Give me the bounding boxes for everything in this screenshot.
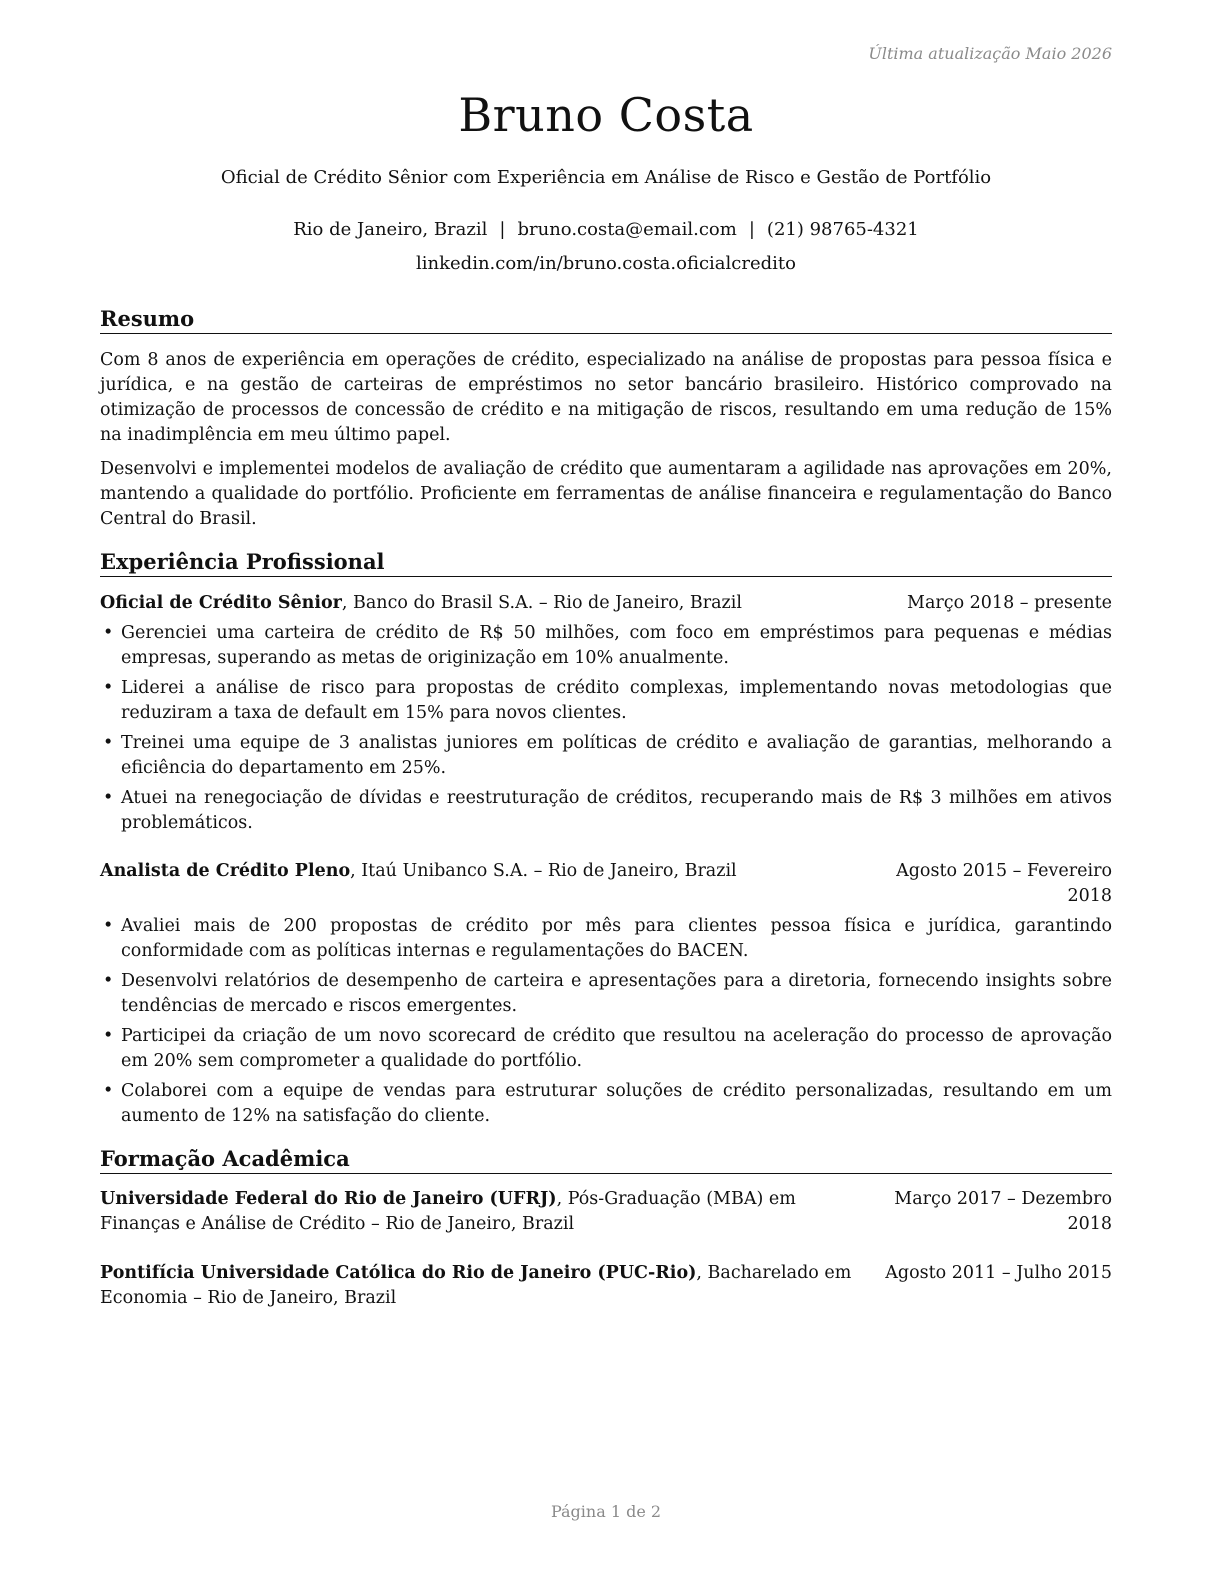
list-item	[100, 676, 1112, 726]
separator: |	[748, 219, 755, 240]
list-item	[100, 1079, 1112, 1129]
education-title-line	[100, 1261, 880, 1311]
resume-page	[100, 0, 1112, 1584]
summary-paragraph: Desenvolvi e implementei modelos de avaliação de crédito que aumentaram a agilidade nas aprovações em 20%, mantendo a qualidade do portfólio. Proficiente em ferramentas de análise financeira e regulamentação do Banco Central do Brasil.	[100, 459, 1112, 529]
bullet-text: Colaborei com a equipe de vendas para estruturar soluções de crédito personalizadas, resultando em um aumento de 12% na satisfação do cliente.	[121, 1081, 1112, 1126]
summary-paragraph: Com 8 anos de experiência em operações de crédito, especializado na análise de propostas para pessoa física e jurídica, e na gestão de carteiras de empréstimos no setor bancário brasileiro. Histórico comprovado na otimização de processos de concessão de crédito e na mitigação de riscos, resultando em uma redução de 15% na inadimplência em meu último papel.	[100, 350, 1112, 445]
bullet-icon: •	[103, 733, 114, 753]
phone: (21) 98765-4321	[766, 219, 919, 240]
bullet-text: Treinei uma equipe de 3 analistas juniores em políticas de crédito e avaliação de garantias, melhorando a eficiência do departamento em 25%.	[121, 733, 1112, 778]
education-dates: Março 2017 – Dezembro 2018	[894, 1189, 1112, 1234]
list-item	[100, 914, 1112, 964]
degree-detail: , Pós-Graduação (MBA) em Finanças e Análise de Crédito – Rio de Janeiro, Brazil	[100, 1189, 796, 1234]
bullet-text: Desenvolvi relatórios de desempenho de carteira e apresentações para a diretoria, fornecendo insights sobre tendências de mercado e riscos emergentes.	[121, 971, 1112, 1016]
last-updated: Última atualização Maio 2026	[868, 44, 1112, 63]
job-dates: Março 2018 – presente	[907, 593, 1112, 613]
education-entry	[100, 1187, 1112, 1237]
job-org: , Itaú Unibanco S.A. – Rio de Janeiro, Brazil	[350, 861, 737, 881]
contact-line	[100, 219, 1112, 240]
list-item	[100, 969, 1112, 1019]
linkedin-link[interactable]: linkedin.com/in/bruno.costa.oficialcredito	[416, 253, 796, 274]
school-name: Universidade Federal do Rio de Janeiro (UFRJ)	[100, 1189, 557, 1209]
job-org: , Banco do Brasil S.A. – Rio de Janeiro, Brazil	[341, 593, 742, 613]
bullet-icon: •	[103, 623, 114, 643]
candidate-name: Bruno Costa	[458, 88, 754, 142]
bullet-icon: •	[103, 1081, 114, 1101]
job-role: Oficial de Crédito Sênior	[100, 593, 342, 613]
email-link[interactable]: bruno.costa@email.com	[517, 219, 737, 240]
bullet-text: Gerenciei uma carteira de crédito de R$ 50 milhões, com foco em empréstimos para pequenas e médias empresas, superando as metas de originização em 10% anualmente.	[121, 623, 1112, 668]
job-bullets	[100, 621, 1112, 841]
job-header	[100, 859, 1112, 909]
headline: Oficial de Crédito Sênior com Experiência em Análise de Risco e Gestão de Portfólio	[220, 167, 992, 188]
page-number: Página 1 de 2	[550, 1502, 662, 1521]
degree-detail: , Bacharelado em Economia – Rio de Janeiro, Brazil	[100, 1263, 852, 1308]
bullet-text: Participei da criação de um novo scorecard de crédito que resultou na aceleração do processo de aprovação em 20% sem comprometer a qualidade do portfólio.	[121, 1026, 1112, 1071]
bullet-icon: •	[103, 971, 114, 991]
job-dates: Agosto 2015 – Fevereiro 2018	[896, 861, 1112, 906]
bullet-icon: •	[103, 916, 114, 936]
job-title-line	[100, 859, 737, 884]
section-title-experience: Experiência Profissional	[100, 548, 1112, 577]
separator: |	[499, 219, 506, 240]
job-bullets	[100, 914, 1112, 1134]
school-name: Pontifícia Universidade Católica do Rio de Janeiro (PUC-Rio)	[100, 1263, 697, 1283]
bullet-text: Liderei a análise de risco para propostas de crédito complexas, implementando novas metodologias que reduziram a taxa de default em 15% para novos clientes.	[121, 678, 1112, 723]
list-item	[100, 621, 1112, 671]
bullet-icon: •	[103, 678, 114, 698]
education-entry	[100, 1261, 1112, 1311]
section-title-education: Formação Acadêmica	[100, 1145, 1112, 1174]
job-header	[100, 591, 1112, 616]
list-item	[100, 786, 1112, 836]
location: Rio de Janeiro, Brazil	[293, 219, 488, 240]
bullet-icon: •	[103, 788, 114, 808]
education-dates: Agosto 2011 – Julho 2015	[885, 1263, 1112, 1283]
list-item	[100, 1024, 1112, 1074]
section-title-summary: Resumo	[100, 305, 1112, 334]
bullet-icon: •	[103, 1026, 114, 1046]
job-title-line	[100, 591, 742, 616]
job-role: Analista de Crédito Pleno	[100, 861, 351, 881]
education-title-line	[100, 1187, 870, 1237]
list-item	[100, 731, 1112, 781]
bullet-text: Atuei na renegociação de dívidas e reestruturação de créditos, recuperando mais de R$ 3 milhões em ativos problemáticos.	[121, 788, 1112, 833]
bullet-text: Avaliei mais de 200 propostas de crédito por mês para clientes pessoa física e jurídica, garantindo conformidade com as políticas internas e regulamentações do BACEN.	[121, 916, 1112, 961]
